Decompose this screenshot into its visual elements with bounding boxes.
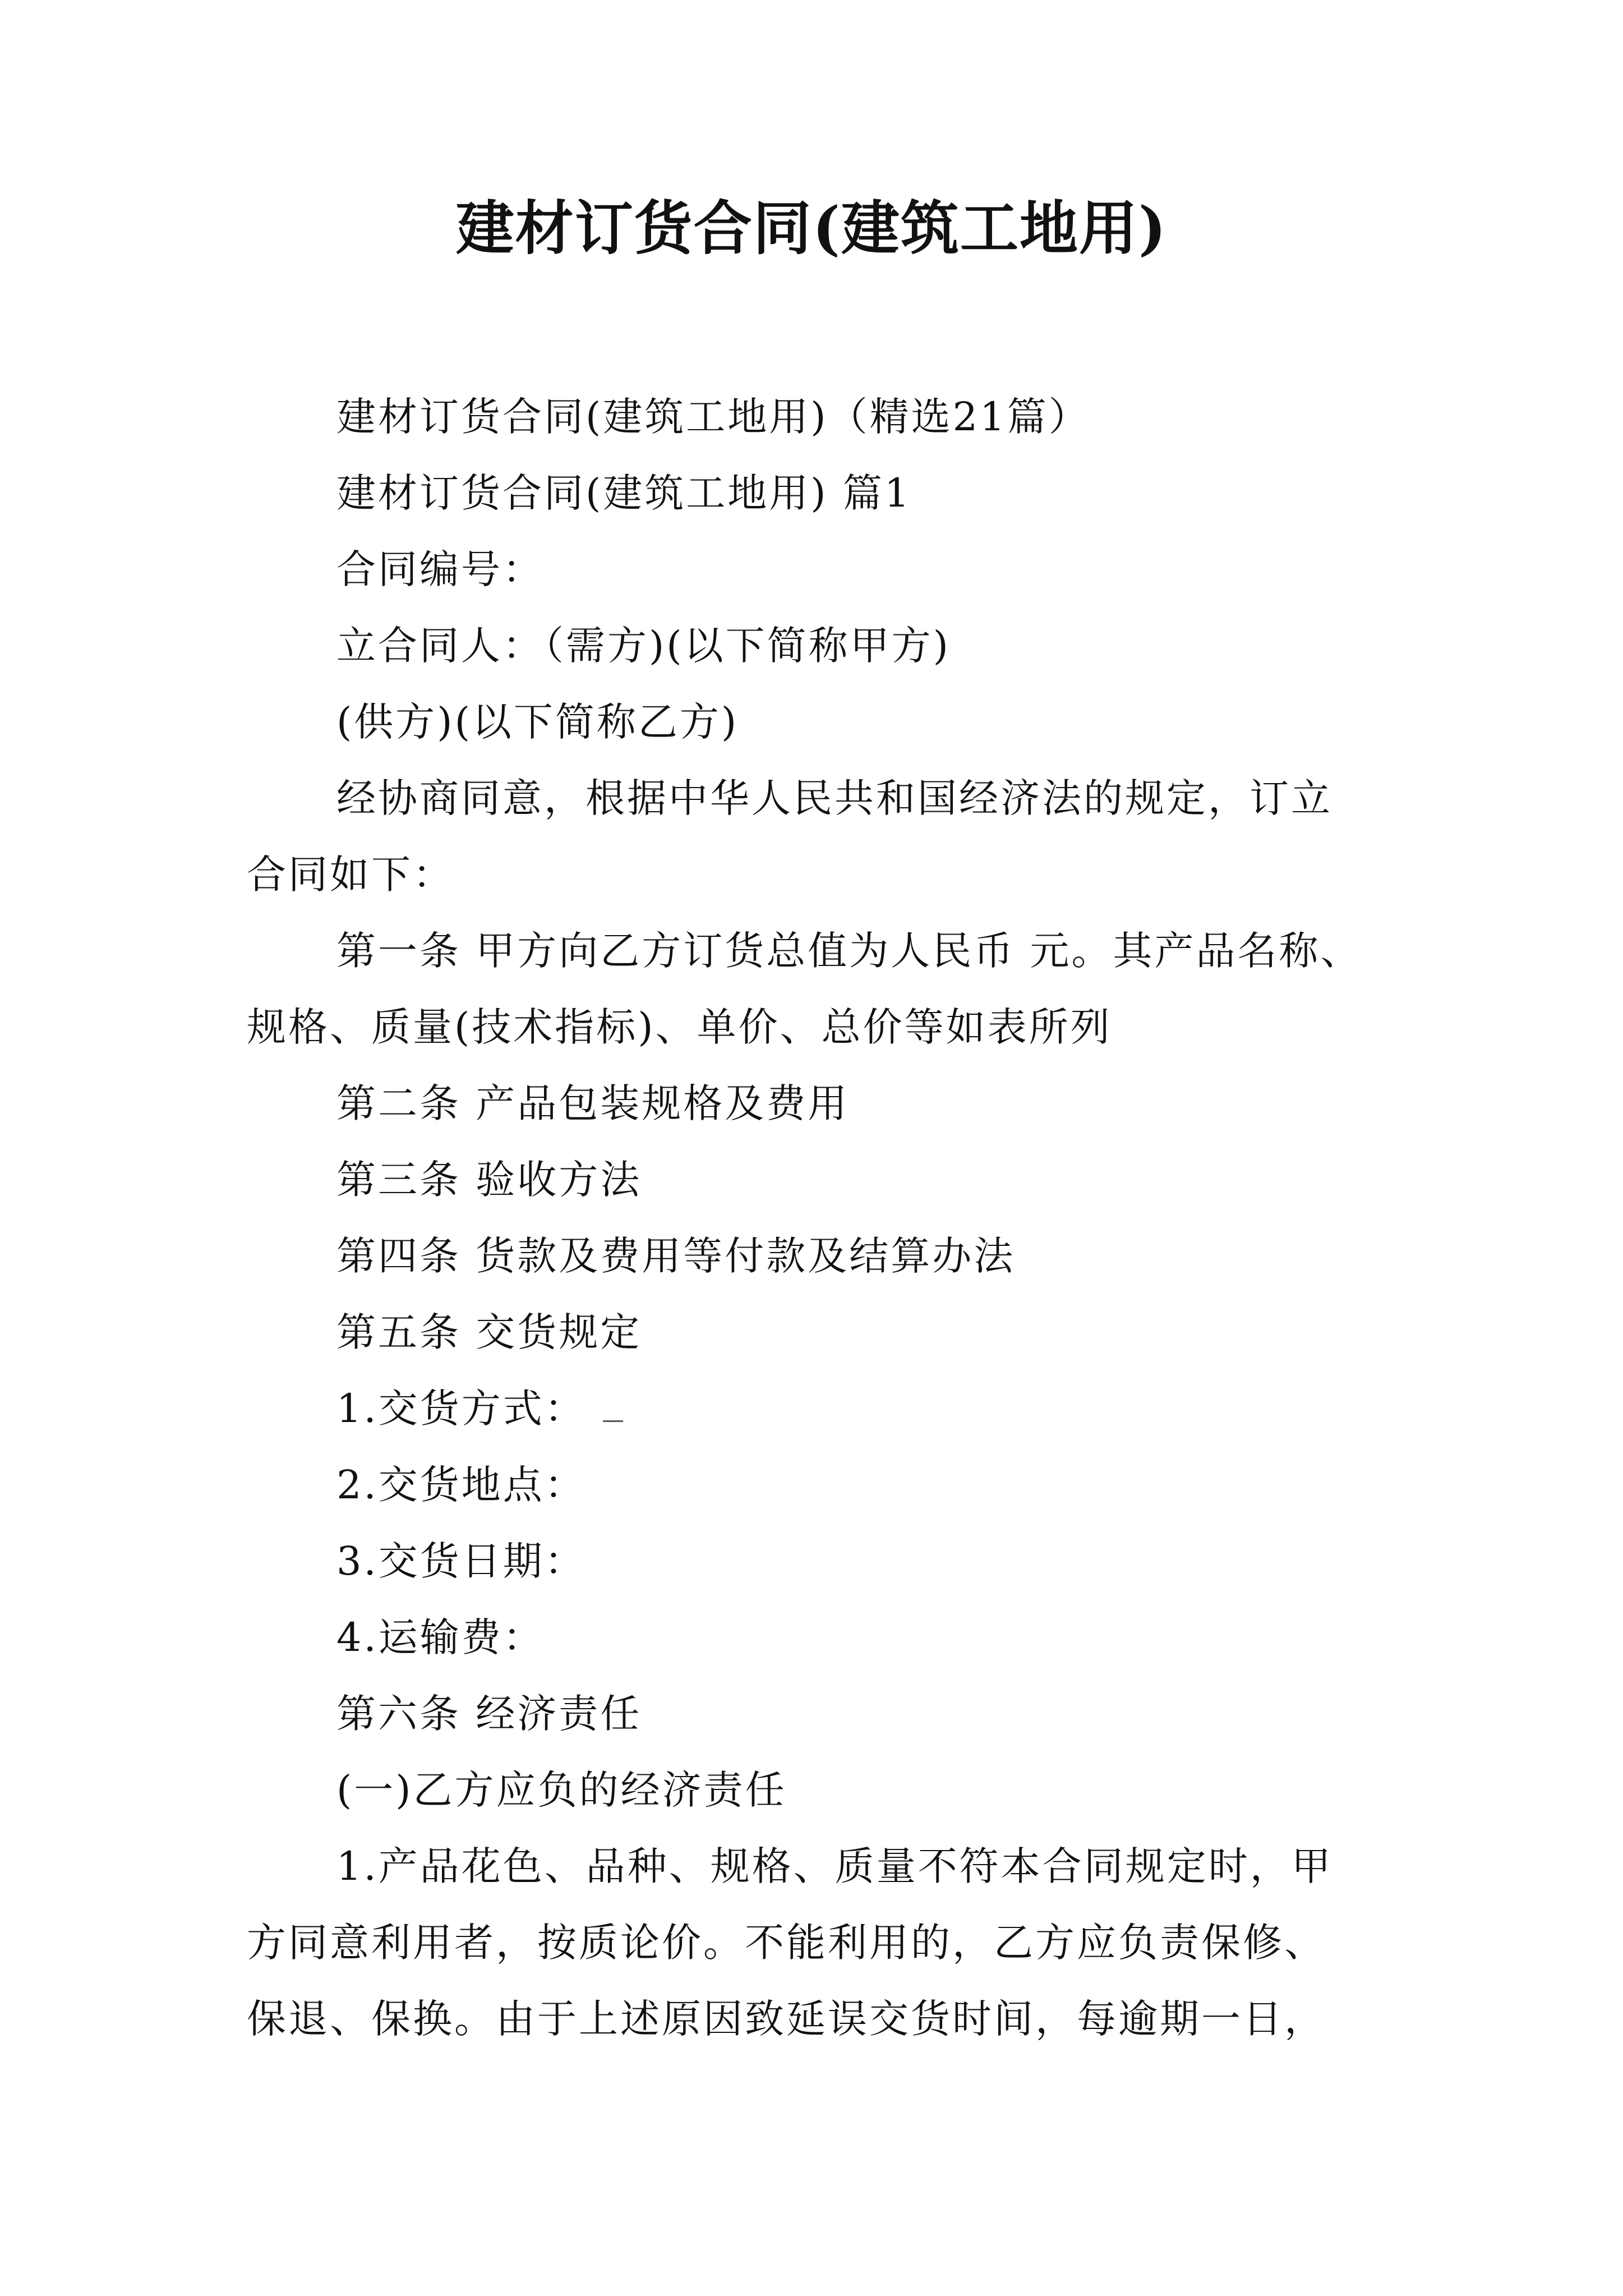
list-item: 3.交货日期： <box>336 1538 586 1584</box>
paragraph-line: 方同意利用者，按质论价。不能利用的，乙方应负责保修、 <box>247 1920 1326 1966</box>
document-title: 建材订货合同(建筑工地用) <box>455 194 1168 263</box>
subtitle-line: 建材订货合同(建筑工地用)（精选21篇） <box>336 394 1090 440</box>
article-line: 第六条 经济责任 <box>336 1691 642 1737</box>
article-line: 第一条 甲方向乙方订货总值为人民币 元。其产品名称、 <box>336 928 1362 974</box>
subsection-heading: (一)乙方应负的经济责任 <box>336 1767 787 1813</box>
article-line: 第五条 交货规定 <box>336 1309 642 1355</box>
paragraph-line: 保退、保换。由于上述原因致延误交货时间，每逾期一日， <box>247 1996 1326 2042</box>
article-line: 第三条 验收方法 <box>336 1157 642 1203</box>
contract-number-label: 合同编号： <box>336 546 544 592</box>
article-line: 第四条 货款及费用等付款及结算办法 <box>336 1233 1016 1279</box>
party-b-line: (供方)(以下简称乙方) <box>336 699 739 745</box>
paragraph-line: 经协商同意，根据中华人民共和国经济法的规定，订立 <box>336 775 1332 821</box>
party-a-line: 立合同人：（需方)(以下简称甲方) <box>336 623 951 669</box>
list-item: 2.交货地点： <box>336 1462 586 1508</box>
list-item-text: 1.交货方式： <box>336 1386 586 1432</box>
paragraph-line: 1.产品花色、品种、规格、质量不符本合同规定时，甲 <box>336 1843 1333 1889</box>
list-item <box>336 1386 623 1432</box>
paragraph-line: 合同如下： <box>247 852 454 898</box>
section-heading: 建材订货合同(建筑工地用) 篇1 <box>336 470 912 516</box>
article-line: 第二条 产品包装规格及费用 <box>336 1080 850 1126</box>
list-item: 4.运输费： <box>336 1614 545 1660</box>
blank-underline <box>603 1420 623 1422</box>
paragraph-line: 规格、质量(技术指标)、单价、总价等如表所列 <box>247 1004 1112 1050</box>
